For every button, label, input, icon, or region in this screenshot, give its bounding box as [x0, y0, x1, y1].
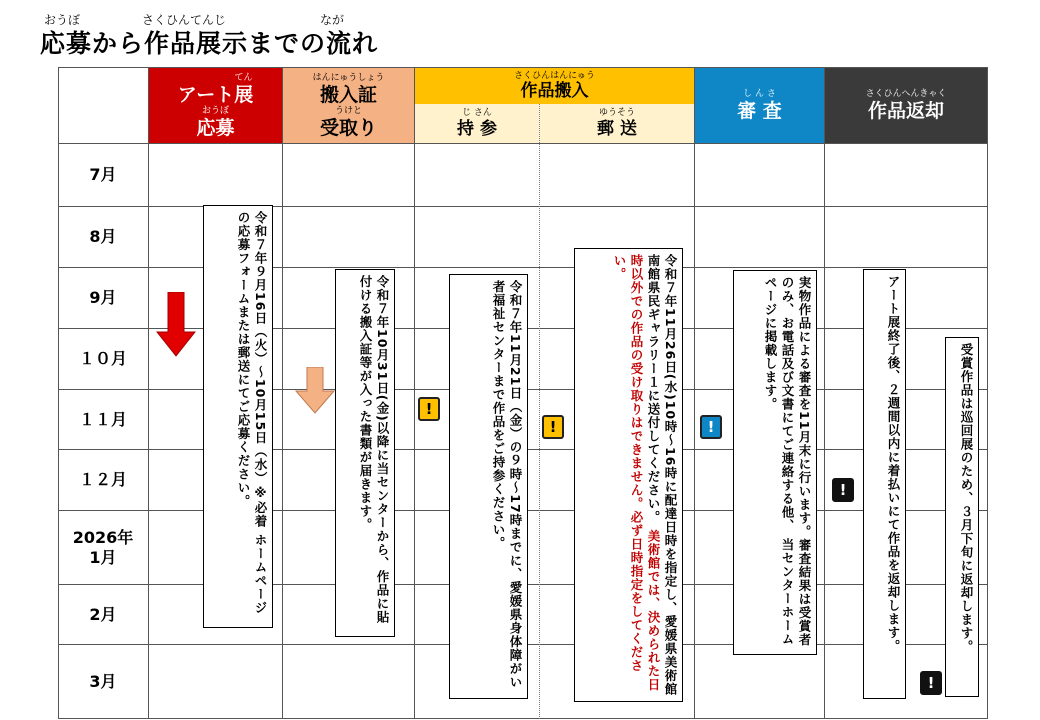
month-feb: 2月	[89, 604, 117, 624]
schedule-table	[58, 67, 988, 719]
exclamation-icon-henkyaku-2: !	[920, 671, 942, 695]
note-henkyaku-right: 受賞作品は巡回展のため、３月下旬に返却します。	[945, 337, 979, 697]
hannyu-arrow-icon	[295, 367, 335, 415]
header-oubo-ruby-ten: てん	[234, 72, 253, 83]
grid-line	[694, 67, 695, 719]
header-hannyu-line1: 搬入証	[319, 83, 377, 106]
month-mar: 3月	[89, 671, 117, 691]
header-oubo-line2: 応募	[196, 116, 235, 139]
header-henkyaku-ruby: さくひんへんきゃく	[865, 89, 947, 99]
title-ruby-sakuhin-tenji: さくひんてんじ	[142, 13, 227, 27]
note-hannyu: 令和７年10月31日(金)以降に当センターから、作品に貼付ける搬入証等が入った書類が届きます。	[335, 269, 395, 637]
note-henkyaku-left: アート展終了後、２週間以内に着払いにて作品を返却します。	[863, 269, 906, 699]
page-title: 応募から作品展示までの流れ	[40, 29, 379, 58]
grid-line	[58, 143, 988, 144]
header-yuso	[540, 104, 694, 143]
grid-line	[58, 718, 988, 719]
header-sakuhin-hannyu-label: 作品搬入	[520, 81, 589, 101]
note-oubo: 令和７年９月16日（火）～10月15日（水）※必着 ホームページの応募フォームまたは郵送にてご応募ください。	[203, 205, 273, 628]
note-yuso-main: 令和７年11月26日(水)10時～16時に配達日時を指定し、愛媛県美術館南館県民ギャラリー１に送付してください。	[646, 254, 678, 697]
grid-line	[282, 67, 283, 719]
header-henkyaku-label: 作品返却	[867, 100, 944, 122]
month-nov: １１月	[78, 409, 127, 429]
header-yuso-label: 郵 送	[597, 119, 637, 139]
header-sakuhin-hannyu-ruby: さくひんはんにゅう	[514, 71, 595, 81]
grid-line	[58, 67, 988, 68]
header-yuso-ruby: ゆうそう	[598, 108, 635, 118]
grid-line	[414, 67, 415, 719]
header-oubo-line1: アート展	[177, 83, 254, 106]
month-dec: １２月	[78, 470, 127, 489]
note-yuso-warning: 美術館では、決められた日時以外での作品の受け取りはできません。必ず日時指定をしてください。	[612, 254, 661, 692]
oubo-arrow-icon	[156, 292, 196, 358]
note-jisan: 令和７年11月21日（金）の９時～17時までに、愛媛県身体障がい者福祉センターまで作品をご持参ください。	[449, 274, 528, 699]
header-hannyu-ruby-uketo: うけと	[334, 105, 362, 116]
month-jul: 7月	[89, 165, 117, 184]
exclamation-icon-henkyaku: !	[832, 478, 854, 502]
header-shinsa	[695, 68, 824, 143]
grid-line	[148, 67, 149, 719]
header-hannyu-ruby: はんにゅうしょう	[312, 72, 385, 83]
header-sakuhin-hannyu	[415, 68, 694, 104]
month-jan-2026: 2026年 1月	[72, 527, 134, 567]
exclamation-icon-yuso: !	[542, 415, 564, 439]
title-ruby-nagare: なが	[320, 13, 345, 27]
header-henkyaku	[825, 68, 987, 143]
grid-line	[987, 67, 988, 719]
header-jisan	[415, 104, 539, 143]
note-shinsa-right: 実物作品による審査を11月末に行います。審査結果は受賞者のみ、お電話及び文書にてご連絡する他、	[780, 276, 812, 647]
header-oubo-ruby-oubo: おうぼ	[201, 105, 229, 116]
note-shinsa	[733, 270, 817, 655]
title-ruby-oubo: おうぼ	[44, 13, 81, 27]
header-jisan-label: 持 参	[457, 119, 497, 139]
header-hannyu	[283, 68, 414, 143]
note-yuso	[574, 248, 683, 702]
note-shinsa-left: 当センターホームページに掲載します。	[763, 276, 795, 646]
header-shinsa-label: 審 査	[737, 100, 782, 122]
header-oubo	[149, 68, 282, 143]
grid-line	[58, 267, 988, 268]
grid-line	[58, 206, 988, 207]
header-shinsa-ruby: し ん さ	[743, 89, 776, 99]
grid-line-dotted	[539, 104, 540, 719]
exclamation-icon-shinsa: !	[700, 415, 722, 439]
header-jisan-ruby: じ さん	[462, 108, 492, 118]
month-sep: 9月	[89, 288, 117, 307]
month-aug: 8月	[89, 227, 117, 246]
header-hannyu-line2: 受取り	[319, 116, 377, 139]
exclamation-icon-jisan: !	[418, 397, 440, 421]
grid-line	[824, 67, 825, 719]
month-oct: １０月	[78, 349, 127, 368]
